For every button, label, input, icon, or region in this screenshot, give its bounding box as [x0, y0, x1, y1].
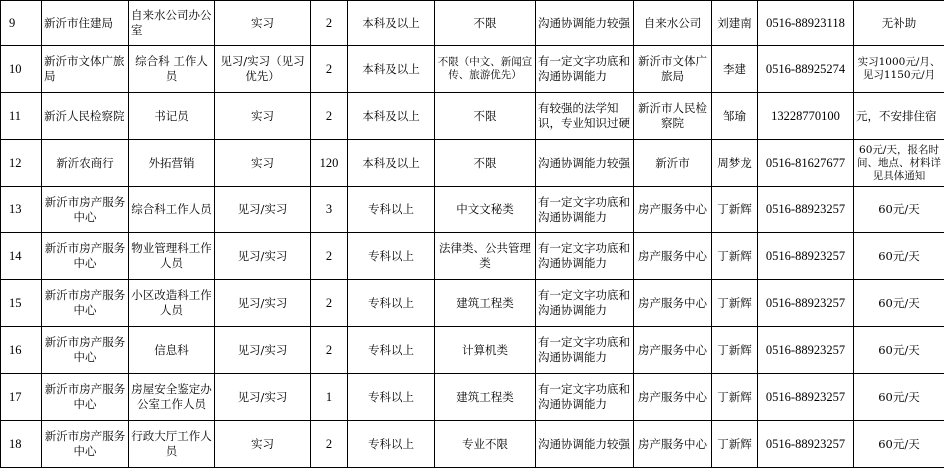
cell-major: 建筑工程类 — [435, 280, 536, 327]
cell-phone: 0516-88923257 — [758, 374, 854, 421]
cell-count: 2 — [311, 233, 348, 280]
cell-place: 房产服务中心 — [634, 187, 712, 233]
cell-unit: 新沂市房产服务中心 — [42, 421, 129, 468]
cell-edu: 专科以上 — [348, 280, 435, 327]
cell-count: 2 — [311, 1, 348, 46]
cell-contact: 周梦龙 — [712, 140, 758, 187]
cell-phone: 0516-88923257 — [758, 233, 854, 280]
cell-no: 9 — [1, 1, 42, 46]
cell-req: 有一定文字功底和沟通协调能力 — [536, 280, 634, 327]
cell-no: 13 — [1, 187, 42, 233]
cell-unit: 新沂市住建局 — [42, 1, 129, 46]
cell-pay: 60元/天 — [854, 187, 944, 233]
cell-phone: 0516-81627677 — [758, 140, 854, 187]
cell-place: 自来水公司 — [634, 1, 712, 46]
cell-no: 14 — [1, 233, 42, 280]
cell-no: 11 — [1, 93, 42, 140]
cell-contact: 刘建南 — [712, 1, 758, 46]
cell-post: 小区改造科工作人员 — [129, 280, 215, 327]
cell-count: 2 — [311, 421, 348, 468]
cell-type: 实习 — [215, 93, 311, 140]
cell-type: 见习/实习 — [215, 187, 311, 233]
cell-phone: 0516-88923257 — [758, 187, 854, 233]
cell-count: 1 — [311, 374, 348, 421]
cell-post: 信息科 — [129, 327, 215, 374]
cell-phone: 0516-88923257 — [758, 280, 854, 327]
cell-unit: 新沂市房产服务中心 — [42, 374, 129, 421]
cell-major: 不限 — [435, 140, 536, 187]
cell-post: 综合科工作人员 — [129, 187, 215, 233]
cell-major: 计算机类 — [435, 327, 536, 374]
cell-req: 有一定文字功底和沟通协调能力 — [536, 187, 634, 233]
cell-major: 法律类、公共管理类 — [435, 233, 536, 280]
cell-no: 12 — [1, 140, 42, 187]
cell-unit: 新沂市房产服务中心 — [42, 280, 129, 327]
cell-edu: 本科及以上 — [348, 140, 435, 187]
cell-contact: 邹瑜 — [712, 93, 758, 140]
cell-unit: 新沂市文体广旅局 — [42, 46, 129, 93]
cell-type: 实习 — [215, 140, 311, 187]
cell-major: 专业不限 — [435, 421, 536, 468]
cell-type: 见习/实习（见习优先） — [215, 46, 311, 93]
cell-contact: 丁新辉 — [712, 421, 758, 468]
cell-unit: 新沂市房产服务中心 — [42, 233, 129, 280]
cell-place: 新沂市人民检察院 — [634, 93, 712, 140]
cell-post: 书记员 — [129, 93, 215, 140]
cell-major: 不限（中文、新闻宣传、旅游优先） — [435, 46, 536, 93]
cell-contact: 丁新辉 — [712, 327, 758, 374]
cell-type: 实习 — [215, 421, 311, 468]
cell-pay: 无补助 — [854, 1, 944, 46]
cell-no: 17 — [1, 374, 42, 421]
cell-pay: 实习1000元/月、见习1150元/月 — [854, 46, 944, 93]
table-row — [1, 46, 944, 93]
cell-post: 房屋安全鉴定办公室工作人员 — [129, 374, 215, 421]
cell-place: 新沂市 — [634, 140, 712, 187]
cell-type: 见习/实习 — [215, 374, 311, 421]
cell-contact: 丁新辉 — [712, 187, 758, 233]
cell-type: 见习/实习 — [215, 280, 311, 327]
table-row — [1, 421, 944, 468]
cell-req: 有一定文字功底和沟通协调能力 — [536, 233, 634, 280]
cell-req: 有一定文字功底和沟通协调能力 — [536, 327, 634, 374]
table-row — [1, 374, 944, 421]
cell-place: 房产服务中心 — [634, 421, 712, 468]
cell-no: 16 — [1, 327, 42, 374]
cell-no: 18 — [1, 421, 42, 468]
cell-pay: 元，不安排住宿 — [854, 93, 944, 140]
cell-req: 有一定文字功底和沟通协调能力 — [536, 374, 634, 421]
cell-phone: 0516-88925274 — [758, 46, 854, 93]
cell-pay: 60元/天 — [854, 280, 944, 327]
cell-contact: 丁新辉 — [712, 280, 758, 327]
cell-unit: 新沂人民检察院 — [42, 93, 129, 140]
table-row — [1, 1, 944, 46]
cell-major: 中文文秘类 — [435, 187, 536, 233]
cell-post: 物业管理科工作人员 — [129, 233, 215, 280]
cell-place: 新沂市文体广旅局 — [634, 46, 712, 93]
table-row — [1, 327, 944, 374]
table-row — [1, 280, 944, 327]
cell-contact: 李建 — [712, 46, 758, 93]
cell-count: 3 — [311, 187, 348, 233]
cell-phone: 13228770100 — [758, 93, 854, 140]
cell-no: 15 — [1, 280, 42, 327]
cell-count: 2 — [311, 327, 348, 374]
cell-contact: 丁新辉 — [712, 233, 758, 280]
cell-pay: 60元/天 — [854, 374, 944, 421]
cell-count: 2 — [311, 46, 348, 93]
cell-count: 2 — [311, 93, 348, 140]
cell-req: 有较强的法学知识，专业知识过硬 — [536, 93, 634, 140]
cell-pay: 60元/天 — [854, 327, 944, 374]
cell-edu: 本科及以上 — [348, 93, 435, 140]
cell-place: 房产服务中心 — [634, 327, 712, 374]
cell-phone: 0516-88923257 — [758, 421, 854, 468]
cell-phone: 0516-88923257 — [758, 327, 854, 374]
cell-req: 沟通协调能力较强 — [536, 421, 634, 468]
cell-count: 2 — [311, 280, 348, 327]
table-row — [1, 187, 944, 233]
cell-phone: 0516-88923118 — [758, 1, 854, 46]
table-row — [1, 233, 944, 280]
cell-edu: 专科以上 — [348, 233, 435, 280]
cell-major: 不限 — [435, 93, 536, 140]
cell-post: 外拓营销 — [129, 140, 215, 187]
cell-req: 有一定文字功底和沟通协调能力 — [536, 46, 634, 93]
cell-edu: 本科及以上 — [348, 46, 435, 93]
cell-unit: 新沂农商行 — [42, 140, 129, 187]
cell-no: 10 — [1, 46, 42, 93]
cell-post: 行政大厅工作人员 — [129, 421, 215, 468]
cell-edu: 专科以上 — [348, 374, 435, 421]
cell-edu: 专科以上 — [348, 327, 435, 374]
cell-pay: 60元/天 — [854, 421, 944, 468]
cell-req: 沟通协调能力较强 — [536, 140, 634, 187]
cell-unit: 新沂市房产服务中心 — [42, 187, 129, 233]
cell-major: 建筑工程类 — [435, 374, 536, 421]
cell-req: 沟通协调能力较强 — [536, 1, 634, 46]
cell-edu: 专科以上 — [348, 421, 435, 468]
cell-pay: 60元/天，报名时间、地点、材料详见具体通知 — [854, 140, 944, 187]
table-row — [1, 140, 944, 187]
cell-type: 见习/实习 — [215, 233, 311, 280]
cell-place: 房产服务中心 — [634, 374, 712, 421]
cell-type: 实习 — [215, 1, 311, 46]
cell-place: 房产服务中心 — [634, 233, 712, 280]
table-row — [1, 93, 944, 140]
cell-contact: 丁新辉 — [712, 374, 758, 421]
cell-post: 综合科 工作人员 — [129, 46, 215, 93]
cell-major: 不限 — [435, 1, 536, 46]
cell-post: 自来水公司办公室 — [129, 1, 215, 46]
cell-edu: 本科及以上 — [348, 1, 435, 46]
cell-edu: 专科以上 — [348, 187, 435, 233]
cell-place: 房产服务中心 — [634, 280, 712, 327]
cell-type: 见习/实习 — [215, 327, 311, 374]
cell-count: 120 — [311, 140, 348, 187]
cell-unit: 新沂市房产服务中心 — [42, 327, 129, 374]
cell-pay: 60元/天 — [854, 233, 944, 280]
